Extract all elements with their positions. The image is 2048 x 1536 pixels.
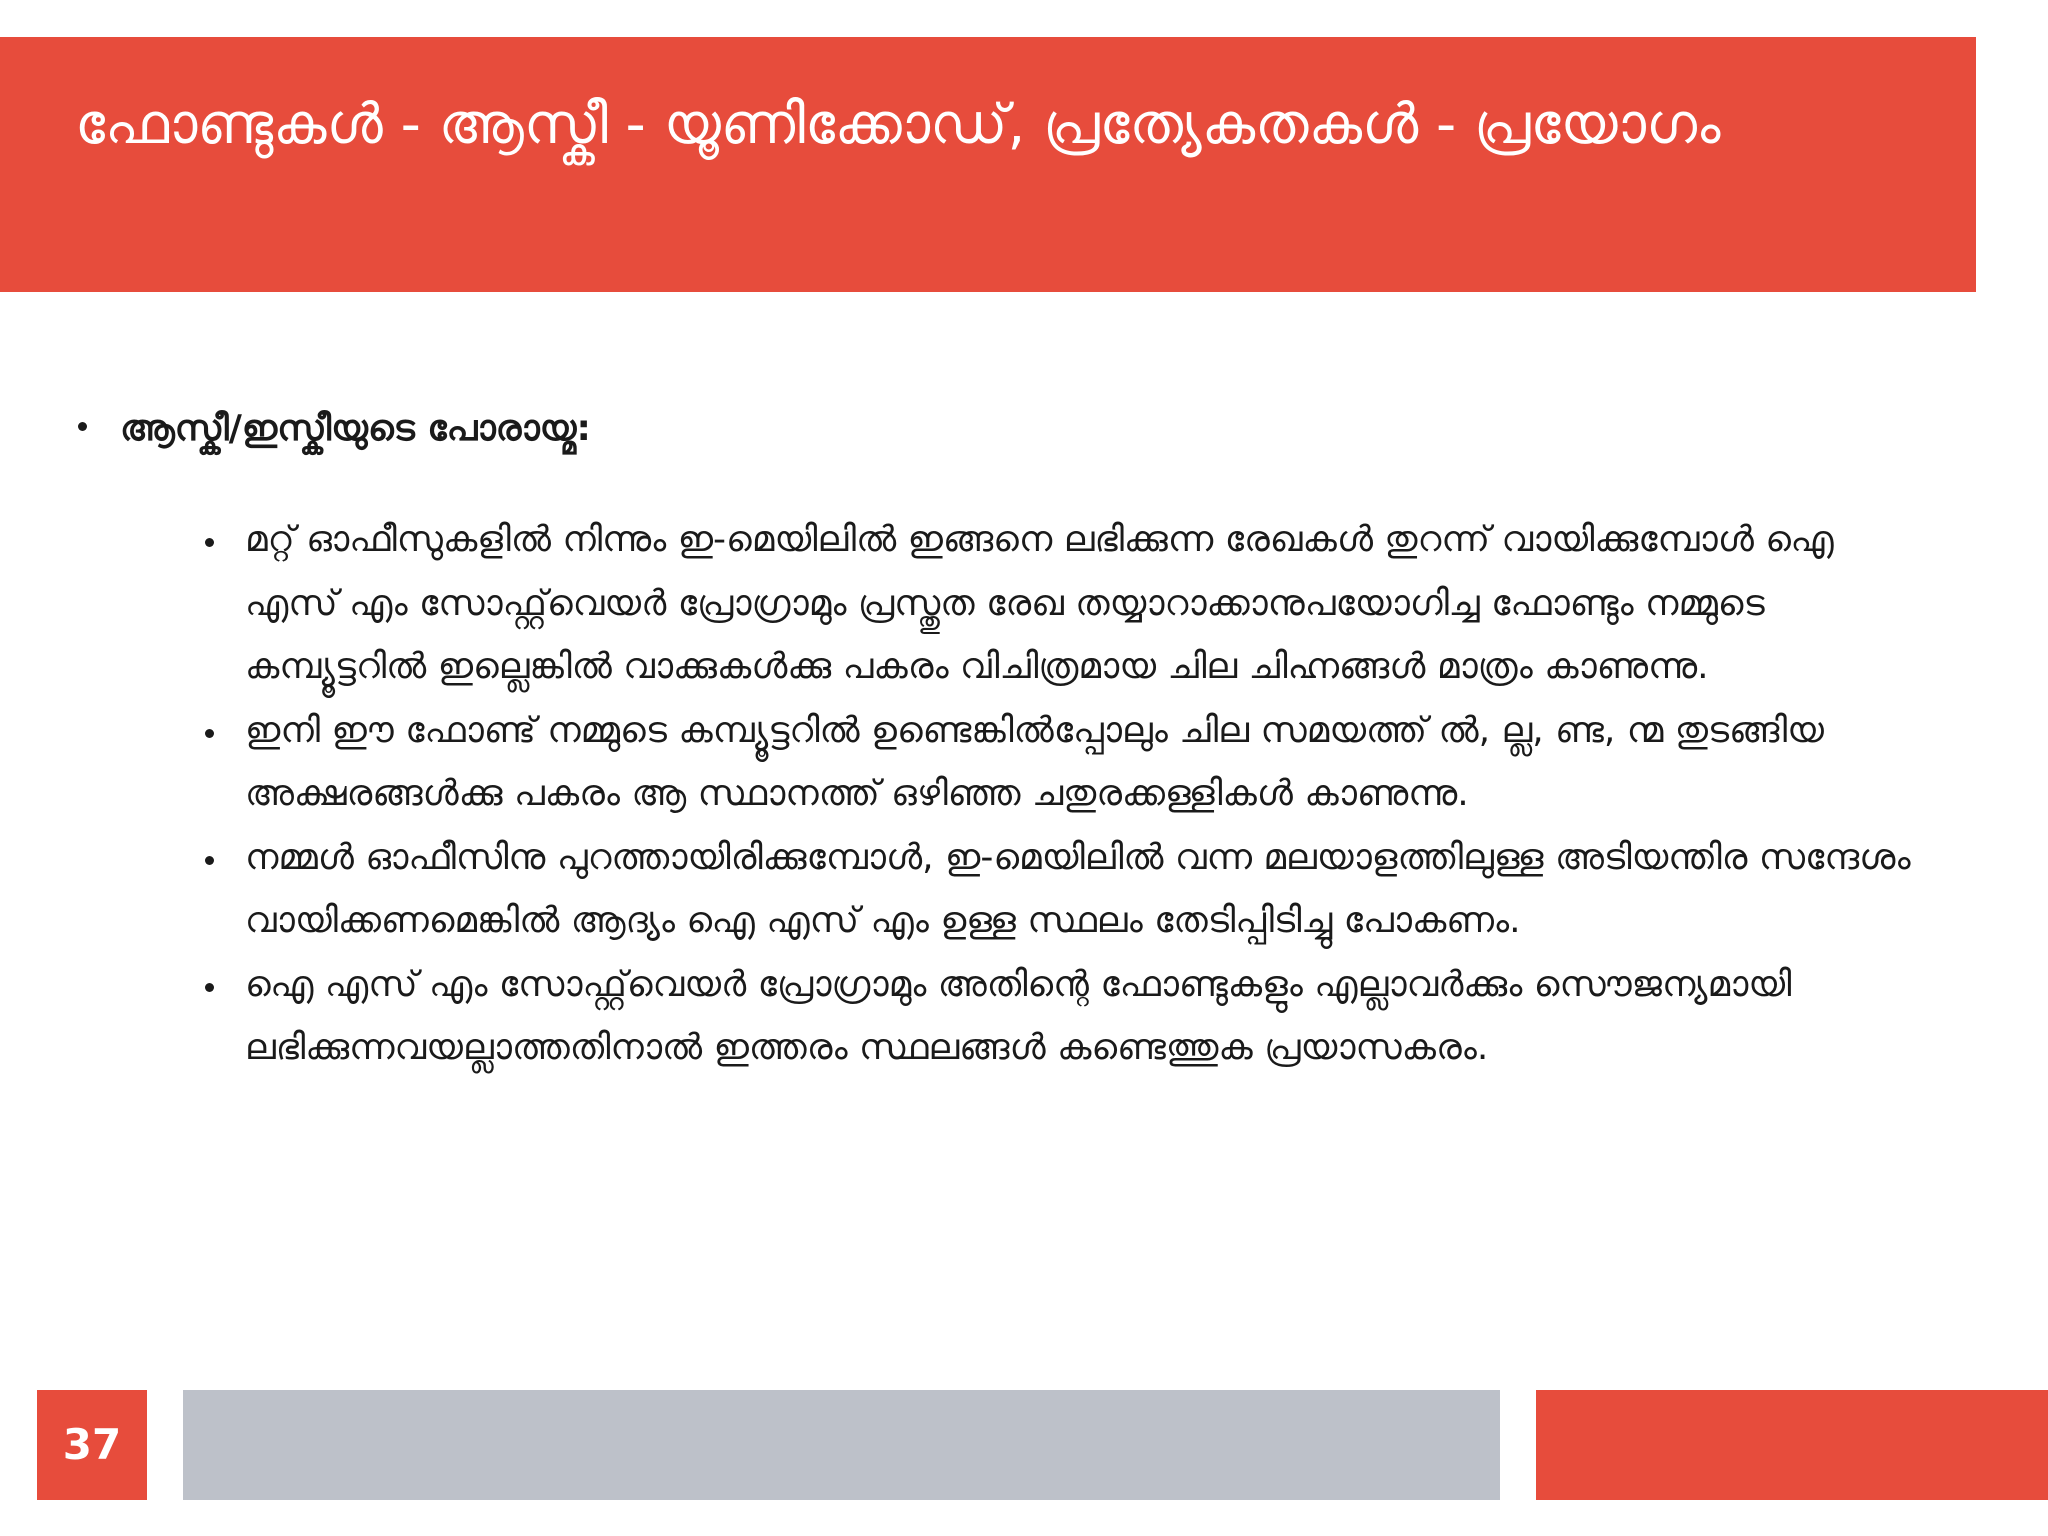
sub-list-item bbox=[205, 508, 1930, 699]
sub-list-item-text: ഇനി ഈ ഫോണ്ട് നമ്മുടെ കമ്പ്യൂട്ടറിൽ ഉണ്ടെങ്കിൽപ്പോലും ചില സമയത്ത് ൽ, ല്ല, ണ്ട, ന്മ തുടങ്ങിയ അക്ഷരങ്ങൾക്കു പകരം ആ സ്ഥാനത്ത് ഒഴിഞ്ഞ ചതുരക്കള്ളികൾ കാണുന്നു. bbox=[245, 709, 1824, 814]
bullet-dot-icon bbox=[205, 856, 214, 865]
footer-gray-bar bbox=[183, 1390, 1500, 1500]
bullet-dot-icon bbox=[78, 422, 87, 431]
sub-list-item bbox=[205, 826, 1930, 953]
slide-content bbox=[70, 390, 1930, 1080]
title-bar bbox=[0, 37, 1976, 292]
sub-bullet-list bbox=[120, 508, 1930, 1080]
bullet-list bbox=[70, 390, 1930, 1080]
sub-list-item-text: ഐ എസ് എം സോഫ്റ്റ്‌വെയർ പ്രോഗ്രാമും അതിന്റെ ഫോണ്ടുകളും എല്ലാവർക്കും സൌജന്യമായി ലഭിക്കുന്നവയല്ലാത്തതിനാൽ ഇത്തരം സ്ഥലങ്ങൾ കണ്ടെത്തുക പ്രയാസകരം. bbox=[245, 963, 1792, 1068]
sub-list-item-text: നമ്മൾ ഓഫീസിനു പുറത്തായിരിക്കുമ്പോൾ, ഇ-മെയിലിൽ വന്ന മലയാളത്തിലുള്ള അടിയന്തിര സന്ദേശം വായിക്കണമെങ്കിൽ ആദ്യം ഐ എസ് എം ഉള്ള സ്ഥലം തേടിപ്പിടിച്ചു പോകണം. bbox=[245, 836, 1911, 941]
bullet-heading: ആസ്കീ/ഇസ്കീയുടെ പോരായ്മ: bbox=[120, 408, 591, 449]
bullet-dot-icon bbox=[205, 729, 214, 738]
footer-accent-bar bbox=[1536, 1390, 2048, 1500]
bullet-dot-icon bbox=[205, 983, 214, 992]
sub-list-item-text: മറ്റ് ഓഫീസുകളിൽ നിന്നും ഇ-മെയിലിൽ ഇങ്ങനെ ലഭിക്കുന്ന രേഖകൾ തുറന്ന് വായിക്കുമ്പോൾ ഐ എസ് എം സോഫ്റ്റ്‌വെയർ പ്രോഗ്രാമും പ്രസ്തുത രേഖ തയ്യാറാക്കാനുപയോഗിച്ച ഫോണ്ടും നമ്മുടെ കമ്പ്യൂട്ടറിൽ ഇല്ലെങ്കിൽ വാക്കുകൾക്കു പകരം വിചിത്രമായ ചില ചിഹ്നങ്ങൾ മാത്രം കാണുന്നു. bbox=[245, 519, 1834, 687]
slide-title: ഫോണ്ടുകൾ - ആസ്കീ - യൂണിക്കോഡ്, പ്രത്യേകതകൾ - പ്രയോഗം bbox=[75, 92, 1721, 157]
sub-list-item bbox=[205, 953, 1930, 1080]
page-number: 37 bbox=[37, 1390, 147, 1500]
sub-list-item bbox=[205, 699, 1930, 826]
bullet-dot-icon bbox=[205, 538, 214, 547]
list-item bbox=[70, 390, 1930, 1080]
